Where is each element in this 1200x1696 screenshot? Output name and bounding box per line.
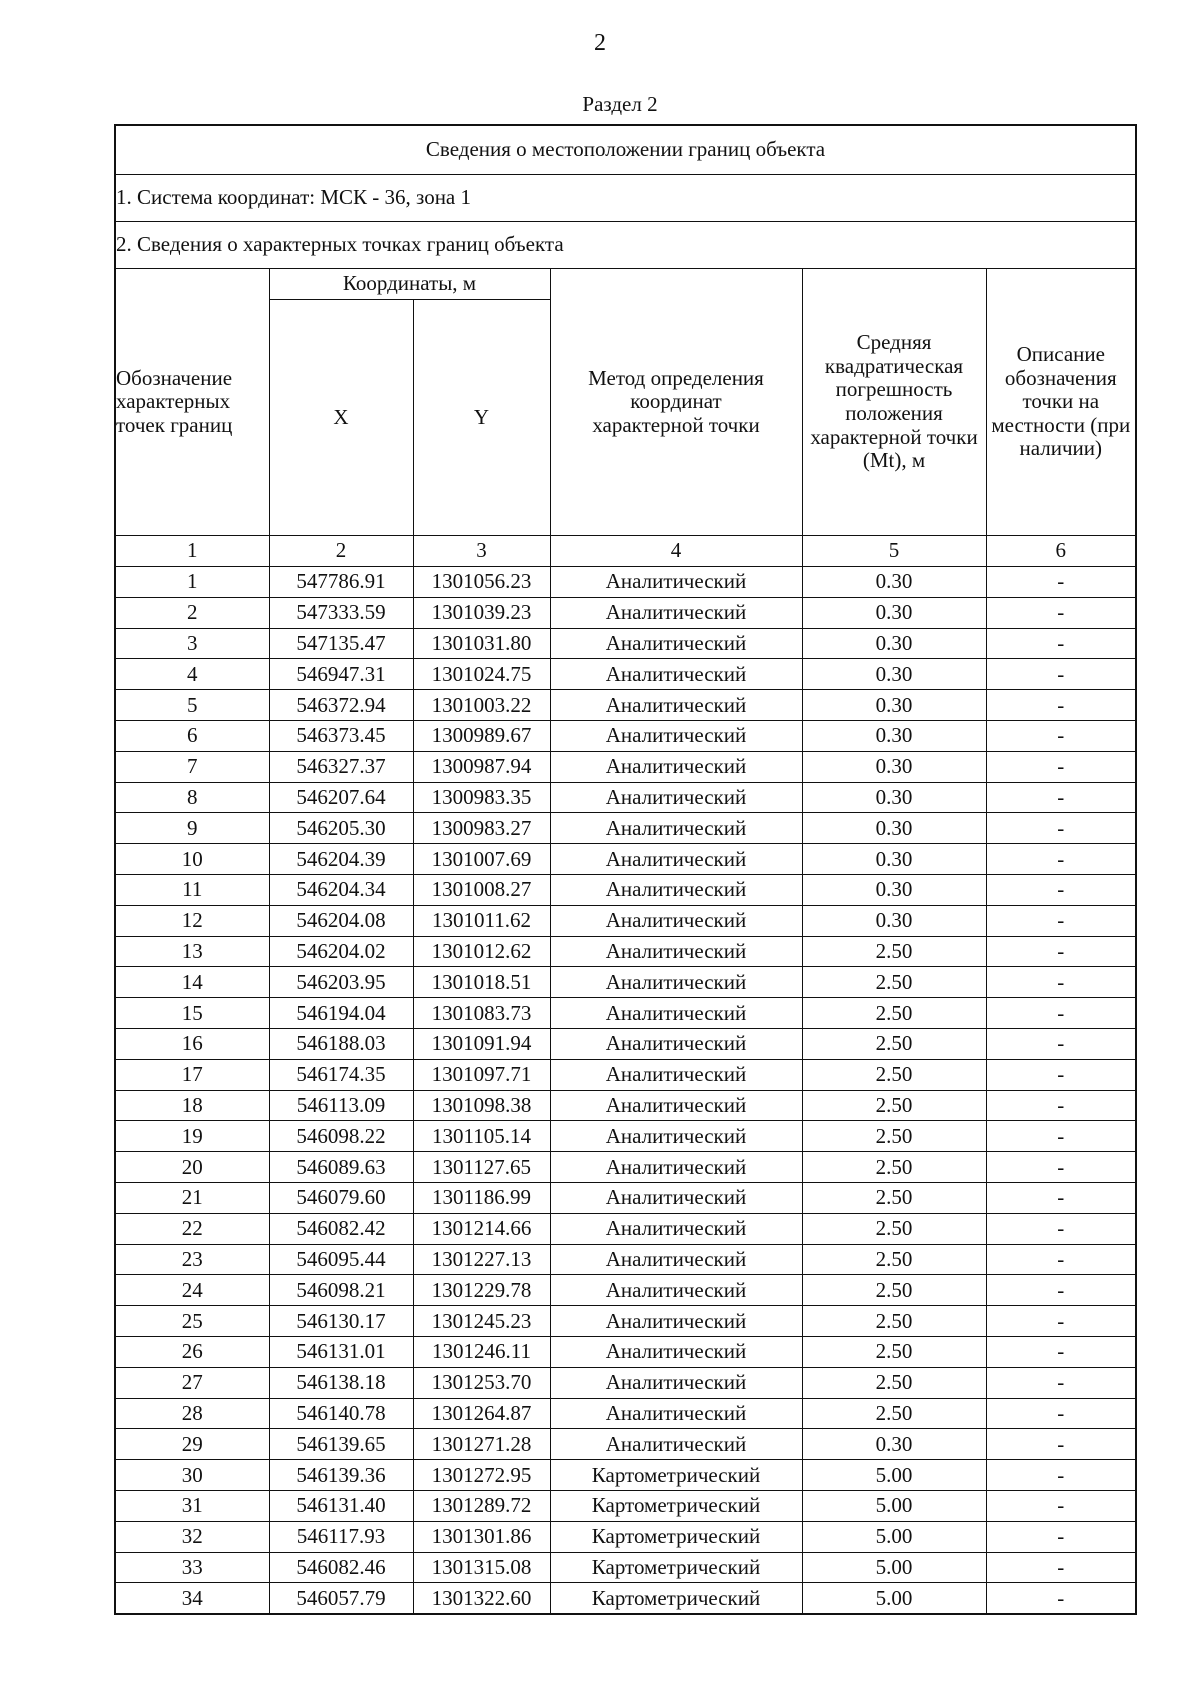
error-cell: 0.30 <box>802 720 986 751</box>
x-coordinate-cell: 546372.94 <box>269 690 413 721</box>
header-coordinates: Координаты, м <box>269 269 550 300</box>
header-description: Описание обозначения точки на местности (при наличии) <box>986 269 1136 536</box>
error-cell: 5.00 <box>802 1552 986 1583</box>
description-cell: - <box>986 844 1136 875</box>
point-number-cell: 10 <box>115 844 269 875</box>
table-row <box>115 1213 1136 1244</box>
description-cell: - <box>986 690 1136 721</box>
point-number-cell: 13 <box>115 936 269 967</box>
x-coordinate-cell: 546203.95 <box>269 967 413 998</box>
point-number-cell: 3 <box>115 628 269 659</box>
table-row <box>115 905 1136 936</box>
point-number-cell: 18 <box>115 1090 269 1121</box>
description-cell: - <box>986 1059 1136 1090</box>
method-cell: Аналитический <box>550 720 802 751</box>
error-cell: 0.30 <box>802 1429 986 1460</box>
error-cell: 2.50 <box>802 1028 986 1059</box>
x-coordinate-cell: 546117.93 <box>269 1521 413 1552</box>
error-cell: 0.30 <box>802 782 986 813</box>
method-cell: Аналитический <box>550 1275 802 1306</box>
boundary-points-table <box>114 124 1137 1615</box>
x-coordinate-cell: 546204.08 <box>269 905 413 936</box>
point-number-cell: 1 <box>115 567 269 598</box>
point-number-cell: 33 <box>115 1552 269 1583</box>
point-number-cell: 17 <box>115 1059 269 1090</box>
method-cell: Аналитический <box>550 1398 802 1429</box>
description-cell: - <box>986 1429 1136 1460</box>
y-coordinate-cell: 1301315.08 <box>413 1552 550 1583</box>
method-cell: Аналитический <box>550 874 802 905</box>
method-cell: Аналитический <box>550 567 802 598</box>
y-coordinate-cell: 1301289.72 <box>413 1490 550 1521</box>
table-row <box>115 567 1136 598</box>
y-coordinate-cell: 1301024.75 <box>413 659 550 690</box>
method-cell: Аналитический <box>550 659 802 690</box>
x-coordinate-cell: 546057.79 <box>269 1583 413 1614</box>
point-number-cell: 2 <box>115 597 269 628</box>
point-number-cell: 20 <box>115 1152 269 1183</box>
error-cell: 5.00 <box>802 1521 986 1552</box>
method-cell: Аналитический <box>550 1367 802 1398</box>
error-cell: 2.50 <box>802 1275 986 1306</box>
table-row <box>115 1059 1136 1090</box>
point-number-cell: 27 <box>115 1367 269 1398</box>
error-cell: 5.00 <box>802 1490 986 1521</box>
y-coordinate-cell: 1300987.94 <box>413 751 550 782</box>
y-coordinate-cell: 1301003.22 <box>413 690 550 721</box>
description-cell: - <box>986 597 1136 628</box>
description-cell: - <box>986 1460 1136 1491</box>
table-row <box>115 1583 1136 1614</box>
y-coordinate-cell: 1301272.95 <box>413 1460 550 1491</box>
x-coordinate-cell: 547333.59 <box>269 597 413 628</box>
point-number-cell: 15 <box>115 998 269 1029</box>
table-row <box>115 1121 1136 1152</box>
method-cell: Картометрический <box>550 1583 802 1614</box>
method-cell: Картометрический <box>550 1521 802 1552</box>
table-row <box>115 720 1136 751</box>
point-number-cell: 5 <box>115 690 269 721</box>
description-cell: - <box>986 1490 1136 1521</box>
method-cell: Аналитический <box>550 844 802 875</box>
y-coordinate-cell: 1300983.35 <box>413 782 550 813</box>
table-row <box>115 1552 1136 1583</box>
error-cell: 2.50 <box>802 998 986 1029</box>
error-cell: 2.50 <box>802 936 986 967</box>
description-cell: - <box>986 1275 1136 1306</box>
method-cell: Аналитический <box>550 1121 802 1152</box>
header-designation: Обозначение характерных точек границ <box>115 269 269 536</box>
method-cell: Аналитический <box>550 905 802 936</box>
point-number-cell: 19 <box>115 1121 269 1152</box>
error-cell: 0.30 <box>802 690 986 721</box>
x-coordinate-cell: 546204.34 <box>269 874 413 905</box>
description-cell: - <box>986 1398 1136 1429</box>
description-cell: - <box>986 1244 1136 1275</box>
x-coordinate-cell: 546079.60 <box>269 1182 413 1213</box>
error-cell: 2.50 <box>802 967 986 998</box>
table-row <box>115 1028 1136 1059</box>
description-cell: - <box>986 1182 1136 1213</box>
y-coordinate-cell: 1301271.28 <box>413 1429 550 1460</box>
point-number-cell: 30 <box>115 1460 269 1491</box>
point-number-cell: 4 <box>115 659 269 690</box>
table-row <box>115 1367 1136 1398</box>
y-coordinate-cell: 1301012.62 <box>413 936 550 967</box>
header-y: Y <box>413 300 550 536</box>
point-number-cell: 8 <box>115 782 269 813</box>
point-number-cell: 25 <box>115 1306 269 1337</box>
x-coordinate-cell: 546327.37 <box>269 751 413 782</box>
column-number: 2 <box>269 536 413 567</box>
table-row <box>115 1275 1136 1306</box>
x-coordinate-cell: 546204.02 <box>269 936 413 967</box>
table-row <box>115 1182 1136 1213</box>
y-coordinate-cell: 1301056.23 <box>413 567 550 598</box>
x-coordinate-cell: 546947.31 <box>269 659 413 690</box>
error-cell: 2.50 <box>802 1121 986 1152</box>
coordinate-system: 1. Система координат: МСК - 36, зона 1 <box>115 175 1136 222</box>
y-coordinate-cell: 1301127.65 <box>413 1152 550 1183</box>
y-coordinate-cell: 1301098.38 <box>413 1090 550 1121</box>
y-coordinate-cell: 1300989.67 <box>413 720 550 751</box>
y-coordinate-cell: 1300983.27 <box>413 813 550 844</box>
point-number-cell: 26 <box>115 1336 269 1367</box>
y-coordinate-cell: 1301245.23 <box>413 1306 550 1337</box>
table-row <box>115 597 1136 628</box>
x-coordinate-cell: 546113.09 <box>269 1090 413 1121</box>
y-coordinate-cell: 1301105.14 <box>413 1121 550 1152</box>
error-cell: 2.50 <box>802 1336 986 1367</box>
header-error: Средняя квадратическая погрешность положения характерной точки (Mt), м <box>802 269 986 536</box>
column-number: 1 <box>115 536 269 567</box>
table-row <box>115 1244 1136 1275</box>
x-coordinate-cell: 546082.42 <box>269 1213 413 1244</box>
header-x: X <box>269 300 413 536</box>
x-coordinate-cell: 546174.35 <box>269 1059 413 1090</box>
table-row <box>115 751 1136 782</box>
point-number-cell: 7 <box>115 751 269 782</box>
table-row <box>115 936 1136 967</box>
method-cell: Аналитический <box>550 1336 802 1367</box>
y-coordinate-cell: 1301227.13 <box>413 1244 550 1275</box>
x-coordinate-cell: 546207.64 <box>269 782 413 813</box>
x-coordinate-cell: 546188.03 <box>269 1028 413 1059</box>
method-cell: Аналитический <box>550 1213 802 1244</box>
point-number-cell: 6 <box>115 720 269 751</box>
table-row <box>115 1429 1136 1460</box>
table-row <box>115 998 1136 1029</box>
description-cell: - <box>986 1306 1136 1337</box>
column-number: 3 <box>413 536 550 567</box>
error-cell: 2.50 <box>802 1244 986 1275</box>
description-cell: - <box>986 1521 1136 1552</box>
y-coordinate-cell: 1301008.27 <box>413 874 550 905</box>
description-cell: - <box>986 967 1136 998</box>
table-row <box>115 967 1136 998</box>
method-cell: Аналитический <box>550 1090 802 1121</box>
description-cell: - <box>986 1028 1136 1059</box>
x-coordinate-cell: 546095.44 <box>269 1244 413 1275</box>
method-cell: Аналитический <box>550 628 802 659</box>
y-coordinate-cell: 1301018.51 <box>413 967 550 998</box>
table-row <box>115 1152 1136 1183</box>
description-cell: - <box>986 1336 1136 1367</box>
header-method: Метод определения координат характерной точки <box>550 269 802 536</box>
point-number-cell: 11 <box>115 874 269 905</box>
x-coordinate-cell: 546098.21 <box>269 1275 413 1306</box>
error-cell: 2.50 <box>802 1090 986 1121</box>
table-row <box>115 844 1136 875</box>
error-cell: 2.50 <box>802 1398 986 1429</box>
point-number-cell: 21 <box>115 1182 269 1213</box>
y-coordinate-cell: 1301301.86 <box>413 1521 550 1552</box>
error-cell: 2.50 <box>802 1182 986 1213</box>
x-coordinate-cell: 546373.45 <box>269 720 413 751</box>
y-coordinate-cell: 1301186.99 <box>413 1182 550 1213</box>
y-coordinate-cell: 1301214.66 <box>413 1213 550 1244</box>
method-cell: Аналитический <box>550 967 802 998</box>
point-number-cell: 16 <box>115 1028 269 1059</box>
point-number-cell: 32 <box>115 1521 269 1552</box>
method-cell: Аналитический <box>550 936 802 967</box>
description-cell: - <box>986 720 1136 751</box>
method-cell: Аналитический <box>550 998 802 1029</box>
description-cell: - <box>986 1367 1136 1398</box>
method-cell: Картометрический <box>550 1460 802 1491</box>
point-number-cell: 12 <box>115 905 269 936</box>
method-cell: Аналитический <box>550 1152 802 1183</box>
x-coordinate-cell: 546082.46 <box>269 1552 413 1583</box>
error-cell: 2.50 <box>802 1367 986 1398</box>
description-cell: - <box>986 1213 1136 1244</box>
description-cell: - <box>986 1552 1136 1583</box>
y-coordinate-cell: 1301031.80 <box>413 628 550 659</box>
x-coordinate-cell: 546205.30 <box>269 813 413 844</box>
y-coordinate-cell: 1301253.70 <box>413 1367 550 1398</box>
error-cell: 0.30 <box>802 844 986 875</box>
y-coordinate-cell: 1301083.73 <box>413 998 550 1029</box>
point-number-cell: 14 <box>115 967 269 998</box>
description-cell: - <box>986 905 1136 936</box>
description-cell: - <box>986 659 1136 690</box>
description-cell: - <box>986 1090 1136 1121</box>
method-cell: Аналитический <box>550 1182 802 1213</box>
y-coordinate-cell: 1301091.94 <box>413 1028 550 1059</box>
table-row <box>115 1460 1136 1491</box>
method-cell: Аналитический <box>550 1244 802 1275</box>
description-cell: - <box>986 751 1136 782</box>
y-coordinate-cell: 1301229.78 <box>413 1275 550 1306</box>
y-coordinate-cell: 1301039.23 <box>413 597 550 628</box>
description-cell: - <box>986 1121 1136 1152</box>
table-row <box>115 1090 1136 1121</box>
point-number-cell: 29 <box>115 1429 269 1460</box>
table-row <box>115 874 1136 905</box>
table-row <box>115 1398 1136 1429</box>
error-cell: 5.00 <box>802 1583 986 1614</box>
point-number-cell: 22 <box>115 1213 269 1244</box>
error-cell: 0.30 <box>802 597 986 628</box>
x-coordinate-cell: 547786.91 <box>269 567 413 598</box>
description-cell: - <box>986 874 1136 905</box>
x-coordinate-cell: 546089.63 <box>269 1152 413 1183</box>
description-cell: - <box>986 813 1136 844</box>
y-coordinate-cell: 1301246.11 <box>413 1336 550 1367</box>
x-coordinate-cell: 546138.18 <box>269 1367 413 1398</box>
y-coordinate-cell: 1301097.71 <box>413 1059 550 1090</box>
column-number: 4 <box>550 536 802 567</box>
method-cell: Картометрический <box>550 1490 802 1521</box>
error-cell: 0.30 <box>802 813 986 844</box>
x-coordinate-cell: 546140.78 <box>269 1398 413 1429</box>
method-cell: Аналитический <box>550 1306 802 1337</box>
point-number-cell: 24 <box>115 1275 269 1306</box>
description-cell: - <box>986 1583 1136 1614</box>
error-cell: 0.30 <box>802 567 986 598</box>
table-row <box>115 1521 1136 1552</box>
x-coordinate-cell: 547135.47 <box>269 628 413 659</box>
x-coordinate-cell: 546194.04 <box>269 998 413 1029</box>
method-cell: Аналитический <box>550 1059 802 1090</box>
error-cell: 2.50 <box>802 1152 986 1183</box>
method-cell: Картометрический <box>550 1552 802 1583</box>
point-number-cell: 23 <box>115 1244 269 1275</box>
table-row <box>115 1336 1136 1367</box>
table-title: Сведения о местоположении границ объекта <box>115 125 1136 175</box>
error-cell: 2.50 <box>802 1306 986 1337</box>
point-number-cell: 9 <box>115 813 269 844</box>
x-coordinate-cell: 546098.22 <box>269 1121 413 1152</box>
description-cell: - <box>986 1152 1136 1183</box>
column-number: 6 <box>986 536 1136 567</box>
x-coordinate-cell: 546130.17 <box>269 1306 413 1337</box>
error-cell: 0.30 <box>802 659 986 690</box>
table-row <box>115 659 1136 690</box>
x-coordinate-cell: 546131.01 <box>269 1336 413 1367</box>
description-cell: - <box>986 782 1136 813</box>
point-number-cell: 28 <box>115 1398 269 1429</box>
error-cell: 0.30 <box>802 751 986 782</box>
error-cell: 2.50 <box>802 1213 986 1244</box>
description-cell: - <box>986 567 1136 598</box>
x-coordinate-cell: 546139.65 <box>269 1429 413 1460</box>
table-row <box>115 1306 1136 1337</box>
error-cell: 2.50 <box>802 1059 986 1090</box>
y-coordinate-cell: 1301007.69 <box>413 844 550 875</box>
method-cell: Аналитический <box>550 597 802 628</box>
description-cell: - <box>986 998 1136 1029</box>
page-number: 2 <box>594 30 606 56</box>
method-cell: Аналитический <box>550 1429 802 1460</box>
method-cell: Аналитический <box>550 1028 802 1059</box>
table-row <box>115 1490 1136 1521</box>
table-body <box>115 567 1136 1615</box>
point-number-cell: 31 <box>115 1490 269 1521</box>
table-row <box>115 813 1136 844</box>
x-coordinate-cell: 546131.40 <box>269 1490 413 1521</box>
error-cell: 0.30 <box>802 905 986 936</box>
x-coordinate-cell: 546204.39 <box>269 844 413 875</box>
description-cell: - <box>986 936 1136 967</box>
error-cell: 0.30 <box>802 628 986 659</box>
description-cell: - <box>986 628 1136 659</box>
method-cell: Аналитический <box>550 690 802 721</box>
section-title: Раздел 2 <box>582 92 658 116</box>
points-heading: 2. Сведения о характерных точках границ объекта <box>115 222 1136 269</box>
y-coordinate-cell: 1301011.62 <box>413 905 550 936</box>
table-row <box>115 628 1136 659</box>
error-cell: 0.30 <box>802 874 986 905</box>
table-row <box>115 690 1136 721</box>
y-coordinate-cell: 1301264.87 <box>413 1398 550 1429</box>
point-number-cell: 34 <box>115 1583 269 1614</box>
method-cell: Аналитический <box>550 751 802 782</box>
x-coordinate-cell: 546139.36 <box>269 1460 413 1491</box>
column-number: 5 <box>802 536 986 567</box>
method-cell: Аналитический <box>550 782 802 813</box>
y-coordinate-cell: 1301322.60 <box>413 1583 550 1614</box>
error-cell: 5.00 <box>802 1460 986 1491</box>
table-row <box>115 782 1136 813</box>
method-cell: Аналитический <box>550 813 802 844</box>
